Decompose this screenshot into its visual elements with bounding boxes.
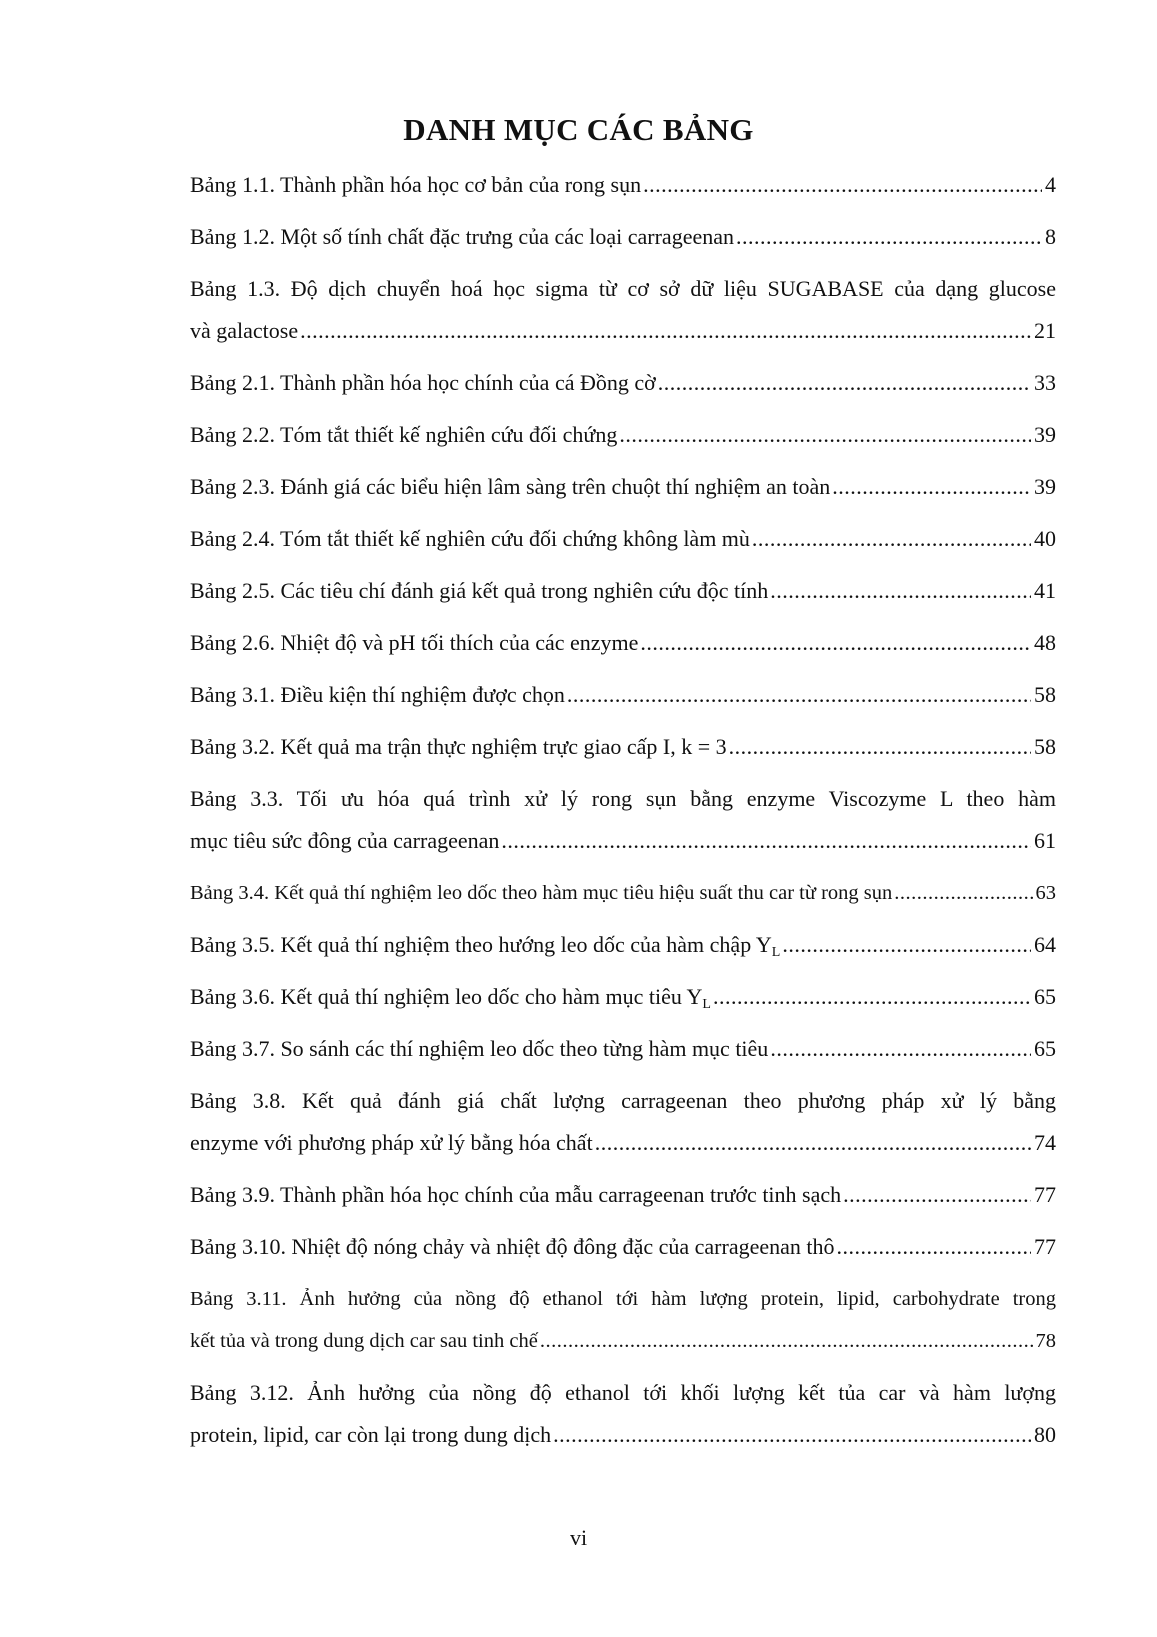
toc-entry[interactable] bbox=[190, 522, 1056, 556]
entry-title-text: Bảng 3.5. Kết quả thí nghiệm theo hướng leo dốc của hàm chập Y bbox=[190, 932, 772, 957]
entry-page: 77 bbox=[1034, 1234, 1056, 1259]
toc-entry[interactable] bbox=[190, 1126, 1056, 1160]
dot-leader bbox=[843, 1178, 1031, 1212]
dot-leader bbox=[640, 626, 1031, 660]
toc-entry[interactable] bbox=[190, 876, 1056, 910]
toc-entry[interactable] bbox=[190, 1032, 1056, 1066]
entry-page: 41 bbox=[1034, 578, 1056, 603]
toc-entry[interactable] bbox=[190, 470, 1056, 504]
toc-entry[interactable] bbox=[190, 574, 1056, 608]
entry-title: Bảng 2.4. Tóm tắt thiết kế nghiên cứu đối chứng không làm mù bbox=[190, 526, 750, 551]
entry-page: 65 bbox=[1034, 1036, 1056, 1061]
entry-page: 65 bbox=[1034, 984, 1056, 1009]
toc-entry-line1[interactable]: Bảng 3.12. Ảnh hưởng của nồng độ ethanol tới khối lượng kết tủa car và hàm lượng bbox=[190, 1380, 1056, 1405]
toc-entry[interactable] bbox=[190, 730, 1056, 764]
entry-title: kết tủa và trong dung dịch car sau tinh chế bbox=[190, 1330, 538, 1352]
dot-leader bbox=[752, 522, 1031, 556]
entry-page: 40 bbox=[1034, 526, 1056, 551]
entry-title: Bảng 3.10. Nhiệt độ nóng chảy và nhiệt độ đông đặc của carrageenan thô bbox=[190, 1234, 835, 1259]
toc-entry[interactable] bbox=[190, 1324, 1056, 1358]
toc-entry[interactable] bbox=[190, 980, 1056, 1014]
entry-title bbox=[190, 980, 711, 1014]
toc-entry[interactable] bbox=[190, 626, 1056, 660]
toc-entry[interactable] bbox=[190, 824, 1056, 858]
entry-title: và galactose bbox=[190, 318, 299, 343]
subscript: L bbox=[771, 945, 781, 960]
entry-title: Bảng 1.2. Một số tính chất đặc trưng của các loại carrageenan bbox=[190, 224, 734, 249]
dot-leader bbox=[713, 980, 1031, 1014]
page-number: vi bbox=[569, 1525, 588, 1550]
entry-title: Bảng 3.2. Kết quả ma trận thực nghiệm trực giao cấp I, k = 3 bbox=[190, 734, 727, 759]
entry-page: 39 bbox=[1034, 474, 1056, 499]
dot-leader bbox=[729, 730, 1031, 764]
toc-entry[interactable] bbox=[190, 220, 1056, 254]
entry-title: Bảng 2.6. Nhiệt độ và pH tối thích của các enzyme bbox=[190, 630, 639, 655]
dot-leader bbox=[619, 418, 1031, 452]
entry-page: 77 bbox=[1034, 1182, 1056, 1207]
dot-leader bbox=[837, 1230, 1031, 1264]
toc-entry[interactable] bbox=[190, 928, 1056, 962]
toc-entry[interactable] bbox=[190, 314, 1056, 348]
entry-page: 63 bbox=[1035, 882, 1056, 904]
toc-entry[interactable] bbox=[190, 1230, 1056, 1264]
entry-title: Bảng 3.7. So sánh các thí nghiệm leo dốc theo từng hàm mục tiêu bbox=[190, 1036, 769, 1061]
dot-leader bbox=[540, 1324, 1033, 1358]
entry-title: Bảng 2.1. Thành phần hóa học chính của cá Đồng cờ bbox=[190, 370, 656, 395]
entry-page: 64 bbox=[1034, 932, 1056, 957]
toc-entry[interactable] bbox=[190, 418, 1056, 452]
toc-entry[interactable] bbox=[190, 1178, 1056, 1212]
dot-leader bbox=[832, 470, 1031, 504]
entry-title: Bảng 2.2. Tóm tắt thiết kế nghiên cứu đối chứng bbox=[190, 422, 618, 447]
subscript: L bbox=[702, 997, 711, 1012]
entry-page: 58 bbox=[1034, 682, 1056, 707]
toc-entry-line1[interactable]: Bảng 1.3. Độ dịch chuyển hoá học sigma từ cơ sở dữ liệu SUGABASE của dạng glucose bbox=[190, 276, 1056, 301]
entry-page: 80 bbox=[1034, 1422, 1056, 1447]
entry-page: 61 bbox=[1034, 828, 1056, 853]
dot-leader bbox=[553, 1418, 1031, 1452]
dot-leader bbox=[595, 1126, 1031, 1160]
dot-leader bbox=[782, 928, 1031, 962]
entry-page: 78 bbox=[1035, 1330, 1056, 1352]
dot-leader bbox=[736, 220, 1042, 254]
dot-leader bbox=[501, 824, 1031, 858]
entry-title: Bảng 2.3. Đánh giá các biểu hiện lâm sàng trên chuột thí nghiệm an toàn bbox=[190, 474, 831, 499]
toc-entry[interactable] bbox=[190, 678, 1056, 712]
toc-entry-line1[interactable]: Bảng 3.3. Tối ưu hóa quá trình xử lý rong sụn bằng enzyme Viscozyme L theo hàm bbox=[190, 786, 1056, 811]
entry-title: Bảng 3.9. Thành phần hóa học chính của mẫu carrageenan trước tinh sạch bbox=[190, 1182, 842, 1207]
dot-leader bbox=[770, 574, 1031, 608]
entry-page: 33 bbox=[1034, 370, 1056, 395]
entry-title: protein, lipid, car còn lại trong dung dịch bbox=[190, 1422, 552, 1447]
toc-entry[interactable] bbox=[190, 168, 1056, 202]
entry-title: Bảng 3.4. Kết quả thí nghiệm leo dốc theo hàm mục tiêu hiệu suất thu car từ rong sụn bbox=[190, 882, 893, 904]
toc-entry[interactable] bbox=[190, 1418, 1056, 1452]
entry-page: 74 bbox=[1034, 1130, 1056, 1155]
page-title: DANH MỤC CÁC BẢNG bbox=[403, 112, 754, 147]
entry-title-text: Bảng 3.6. Kết quả thí nghiệm leo dốc cho hàm mục tiêu Y bbox=[190, 984, 703, 1009]
toc-entry[interactable] bbox=[190, 366, 1056, 400]
entry-title: enzyme với phương pháp xử lý bằng hóa chất bbox=[190, 1130, 593, 1155]
dot-leader bbox=[894, 876, 1032, 910]
dot-leader bbox=[567, 678, 1031, 712]
entry-page: 4 bbox=[1045, 172, 1056, 197]
dot-leader bbox=[658, 366, 1031, 400]
entry-title: Bảng 3.1. Điều kiện thí nghiệm được chọn bbox=[190, 682, 565, 707]
entry-title bbox=[190, 928, 780, 962]
dot-leader bbox=[300, 314, 1031, 348]
entry-page: 39 bbox=[1034, 422, 1056, 447]
entry-page: 8 bbox=[1045, 224, 1056, 249]
toc-entry-line1[interactable]: Bảng 3.11. Ảnh hưởng của nồng độ ethanol tới hàm lượng protein, lipid, carbohydrate trong bbox=[190, 1288, 1056, 1310]
entry-page: 48 bbox=[1034, 630, 1056, 655]
entry-title: Bảng 2.5. Các tiêu chí đánh giá kết quả trong nghiên cứu độc tính bbox=[190, 578, 769, 603]
dot-leader bbox=[770, 1032, 1031, 1066]
entry-page: 21 bbox=[1034, 318, 1056, 343]
entry-page: 58 bbox=[1034, 734, 1056, 759]
dot-leader bbox=[643, 168, 1042, 202]
toc-entry-line1[interactable]: Bảng 3.8. Kết quả đánh giá chất lượng carrageenan theo phương pháp xử lý bằng bbox=[190, 1088, 1056, 1113]
entry-title: mục tiêu sức đông của carrageenan bbox=[190, 828, 500, 853]
entry-title: Bảng 1.1. Thành phần hóa học cơ bản của rong sụn bbox=[190, 172, 642, 197]
